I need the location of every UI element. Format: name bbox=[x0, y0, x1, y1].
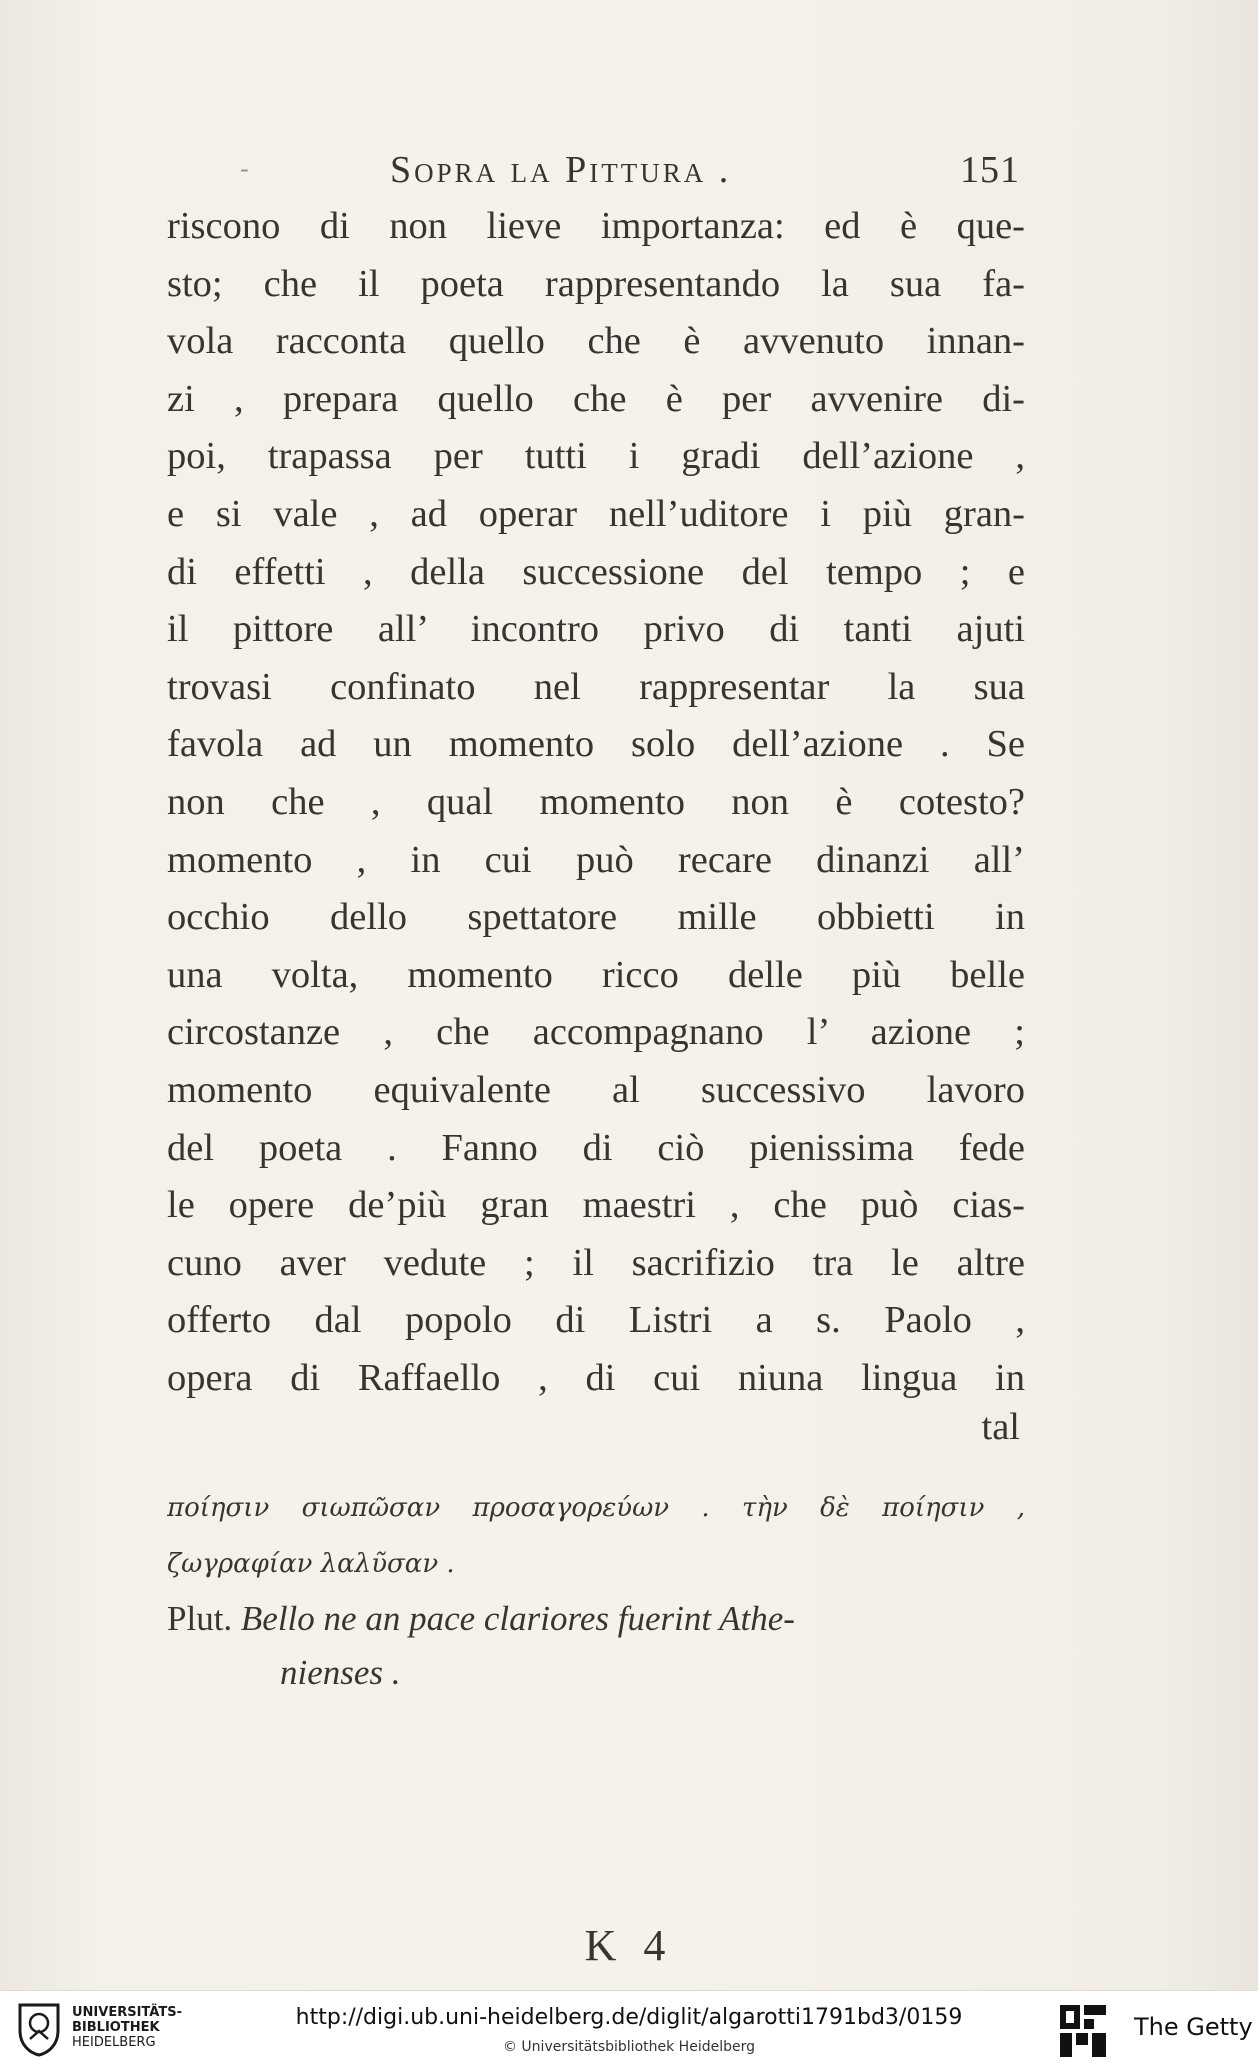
text-line: opera di Raffaello , di cui niuna lingua in bbox=[167, 1356, 1025, 1399]
greek-line: ποίησιν σιωπῶσαν προσαγορεύων . τὴν δὲ ποίησιν , bbox=[167, 1493, 1025, 1523]
greek-quotation bbox=[167, 1480, 1025, 1592]
text-line: il pittore all’ incontro privo di tanti ajuti bbox=[167, 608, 1025, 651]
copyright-notice: © Universitätsbibliothek Heidelberg bbox=[502, 2039, 755, 2055]
footer-bar bbox=[0, 1990, 1258, 2069]
text-line: offerto dal popolo di Listri a s. Paolo , bbox=[167, 1299, 1025, 1342]
citation-work-continued: nienses . bbox=[280, 1653, 401, 1692]
text-line: poi, trapassa per tutti i gradi dell’azione , bbox=[167, 435, 1025, 478]
text-line: momento equivalente al successivo lavoro bbox=[167, 1068, 1025, 1111]
citation-author: Plut. bbox=[167, 1599, 233, 1638]
footnote bbox=[167, 1480, 1025, 1700]
body-text bbox=[167, 198, 1025, 1407]
text-line: una volta, momento ricco delle più belle bbox=[167, 953, 1025, 996]
text-line: zi , prepara quello che è per avvenire di- bbox=[167, 377, 1025, 420]
text-line: vola racconta quello che è avvenuto innan- bbox=[167, 320, 1025, 363]
greek-line: ζωγραφίαν λαλῦσαν . bbox=[167, 1549, 455, 1579]
text-line: trovasi confinato nel rappresentar la sua bbox=[167, 665, 1025, 708]
citation-work: Bello ne an pace clariores fuerint Athe- bbox=[240, 1599, 795, 1638]
text-line: momento , in cui può recare dinanzi all’ bbox=[167, 838, 1025, 881]
text-line: occhio dello spettatore mille obbietti in bbox=[167, 896, 1025, 939]
running-header bbox=[170, 146, 1020, 196]
page-number: 151 bbox=[960, 149, 1020, 191]
text-line: di effetti , della successione del tempo ; e bbox=[167, 550, 1025, 593]
library-name-line: UNIVERSITÄTS- bbox=[72, 2005, 182, 2020]
catchword: tal bbox=[981, 1406, 1020, 1448]
text-line: le opere de’più gran maestri , che può cias- bbox=[167, 1184, 1025, 1227]
text-line: del poeta . Fanno di ciò pienissima fede bbox=[167, 1126, 1025, 1169]
signature-mark: K 4 bbox=[584, 1921, 674, 1970]
text-line: riscono di non lieve importanza: ed è que- bbox=[167, 205, 1025, 247]
partner-name: The Getty bbox=[1134, 2013, 1253, 2041]
text-line: sto; che il poeta rappresentando la sua fa- bbox=[167, 262, 1025, 305]
running-title: Sopra la Pittura . bbox=[390, 149, 732, 191]
text-line: cuno aver vedute ; il sacrifizio tra le altre bbox=[167, 1241, 1025, 1284]
text-line: non che , qual momento non è cotesto? bbox=[167, 780, 1025, 823]
library-name-line: HEIDELBERG bbox=[72, 2035, 156, 2050]
permalink[interactable]: http://digi.ub.uni-heidelberg.de/diglit/algarotti1791bd3/0159 bbox=[295, 2005, 963, 2030]
text-line: favola ad un momento solo dell’azione . Se bbox=[167, 723, 1025, 766]
header-dash: - bbox=[240, 154, 249, 183]
text-line: circostanze , che accompagnano l’ azione ; bbox=[167, 1011, 1025, 1054]
text-line: e si vale , ad operar nell’uditore i più gran- bbox=[167, 492, 1025, 535]
getty-logo-icon bbox=[1058, 2003, 1108, 2059]
citation bbox=[167, 1592, 1025, 1700]
library-name-line: BIBLIOTHEK bbox=[72, 2020, 160, 2035]
